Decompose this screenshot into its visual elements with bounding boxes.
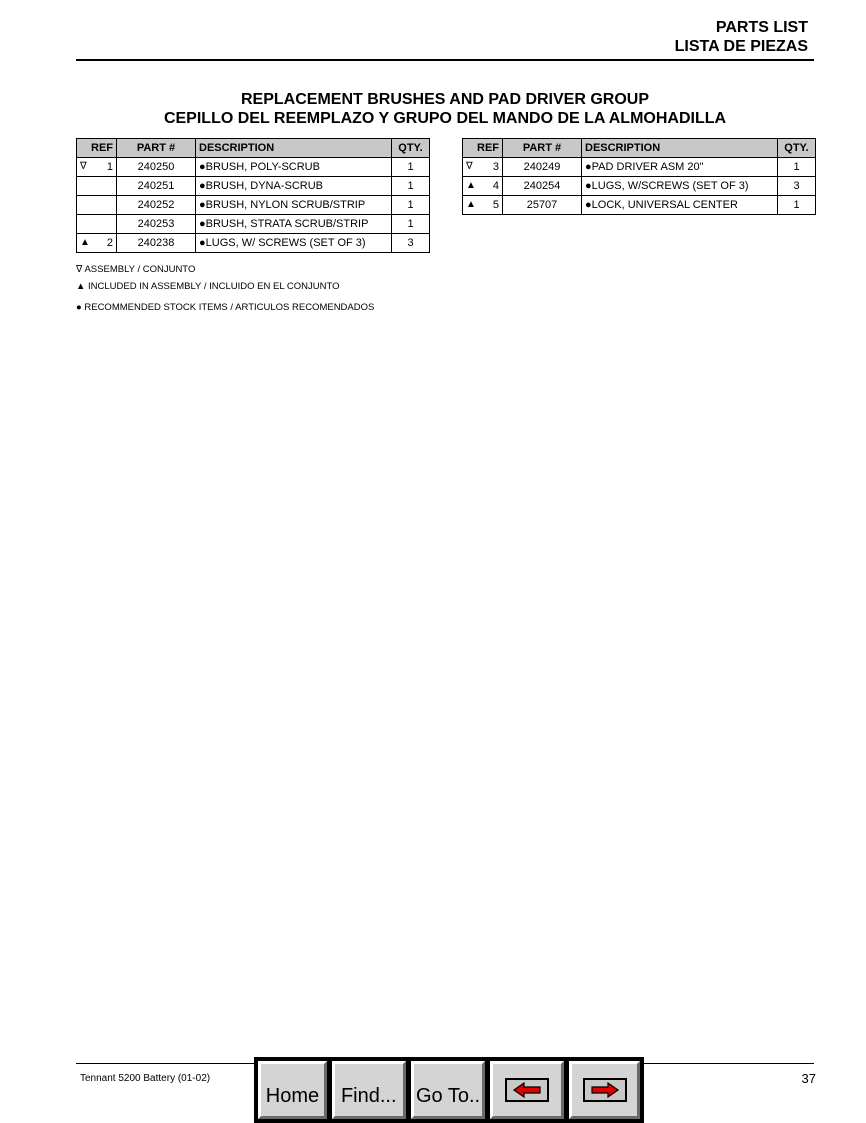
table-row bbox=[77, 158, 430, 177]
ref-number: 4 bbox=[492, 180, 499, 192]
quantity-cell: 1 bbox=[392, 158, 430, 177]
quantity-cell: 3 bbox=[392, 234, 430, 253]
description-cell: ●BRUSH, NYLON SCRUB/STRIP bbox=[196, 196, 392, 215]
page-number: 37 bbox=[801, 1071, 816, 1086]
table-row bbox=[77, 215, 430, 234]
description-cell: ●PAD DRIVER ASM 20" bbox=[582, 158, 778, 177]
legend-assembly: ∇ ASSEMBLY / CONJUNTO bbox=[76, 264, 196, 275]
col-ref-header: REF bbox=[77, 139, 117, 158]
description-cell: ●BRUSH, DYNA-SCRUB bbox=[196, 177, 392, 196]
ref-number: 1 bbox=[106, 161, 113, 173]
quantity-cell: 1 bbox=[392, 196, 430, 215]
ref-symbol: ▲ bbox=[466, 180, 476, 191]
quantity-cell: 1 bbox=[778, 158, 816, 177]
description-cell: ●LUGS, W/SCREWS (SET OF 3) bbox=[582, 177, 778, 196]
part-number-cell: 240250 bbox=[117, 158, 196, 177]
quantity-cell: 1 bbox=[392, 215, 430, 234]
table-header-row bbox=[77, 139, 430, 158]
section-title-en: REPLACEMENT BRUSHES AND PAD DRIVER GROUP bbox=[240, 91, 650, 108]
table-row bbox=[463, 177, 816, 196]
right-arrow-icon bbox=[583, 1078, 627, 1102]
part-number-cell: 25707 bbox=[503, 196, 582, 215]
part-number-cell: 240249 bbox=[503, 158, 582, 177]
parts-table-right bbox=[462, 138, 816, 215]
col-qty-header: QTY. bbox=[778, 139, 816, 158]
ref-cell bbox=[77, 158, 117, 177]
ref-cell bbox=[463, 177, 503, 196]
ref-cell bbox=[463, 158, 503, 177]
ref-cell bbox=[463, 196, 503, 215]
section-title-es: CEPILLO DEL REEMPLAZO Y GRUPO DEL MANDO DE LA ALMOHADILLA bbox=[163, 110, 727, 127]
left-arrow-icon bbox=[505, 1078, 549, 1102]
col-desc-header: DESCRIPTION bbox=[582, 139, 778, 158]
ref-cell bbox=[77, 234, 117, 253]
home-button[interactable]: Home bbox=[258, 1061, 327, 1119]
col-ref-header: REF bbox=[463, 139, 503, 158]
header-subtitle: LISTA DE PIEZAS bbox=[674, 38, 808, 55]
part-number-cell: 240251 bbox=[117, 177, 196, 196]
ref-symbol: ▲ bbox=[466, 199, 476, 210]
description-cell: ●LUGS, W/ SCREWS (SET OF 3) bbox=[196, 234, 392, 253]
ref-symbol: ∇ bbox=[80, 161, 87, 172]
part-number-cell: 240252 bbox=[117, 196, 196, 215]
ref-number: 5 bbox=[492, 199, 499, 211]
page-header bbox=[675, 18, 808, 56]
col-desc-header: DESCRIPTION bbox=[196, 139, 392, 158]
find-button[interactable]: Find... bbox=[332, 1061, 406, 1119]
ref-cell bbox=[77, 215, 117, 234]
description-cell: ●BRUSH, STRATA SCRUB/STRIP bbox=[196, 215, 392, 234]
table-header-row bbox=[463, 139, 816, 158]
header-rule bbox=[76, 59, 814, 61]
footer-doc-title: Tennant 5200 Battery (01-02) bbox=[80, 1073, 211, 1084]
ref-cell bbox=[77, 196, 117, 215]
table-row bbox=[77, 177, 430, 196]
ref-cell bbox=[77, 177, 117, 196]
section-title bbox=[76, 90, 814, 128]
table-row bbox=[77, 196, 430, 215]
goto-button[interactable]: Go To.. bbox=[411, 1061, 486, 1119]
prev-page-button[interactable] bbox=[490, 1061, 564, 1119]
part-number-cell: 240254 bbox=[503, 177, 582, 196]
ref-number: 3 bbox=[492, 161, 499, 173]
description-cell: ●LOCK, UNIVERSAL CENTER bbox=[582, 196, 778, 215]
table-row bbox=[463, 196, 816, 215]
ref-symbol: ▲ bbox=[80, 237, 90, 248]
next-page-button[interactable] bbox=[569, 1061, 640, 1119]
description-cell: ●BRUSH, POLY-SCRUB bbox=[196, 158, 392, 177]
quantity-cell: 3 bbox=[778, 177, 816, 196]
col-qty-header: QTY. bbox=[392, 139, 430, 158]
ref-number: 2 bbox=[106, 237, 113, 249]
table-row bbox=[77, 234, 430, 253]
legend-included: ▲ INCLUDED IN ASSEMBLY / INCLUIDO EN EL CONJUNTO bbox=[76, 281, 340, 292]
part-number-cell: 240253 bbox=[117, 215, 196, 234]
col-part-header: PART # bbox=[117, 139, 196, 158]
header-title: PARTS LIST bbox=[715, 19, 808, 36]
nav-toolbar bbox=[254, 1057, 644, 1123]
part-number-cell: 240238 bbox=[117, 234, 196, 253]
quantity-cell: 1 bbox=[392, 177, 430, 196]
table-row bbox=[463, 158, 816, 177]
quantity-cell: 1 bbox=[778, 196, 816, 215]
col-part-header: PART # bbox=[503, 139, 582, 158]
parts-table-left bbox=[76, 138, 430, 253]
legend-recommended: ● RECOMMENDED STOCK ITEMS / ARTICULOS RECOMENDADOS bbox=[76, 302, 375, 313]
ref-symbol: ∇ bbox=[466, 161, 473, 172]
